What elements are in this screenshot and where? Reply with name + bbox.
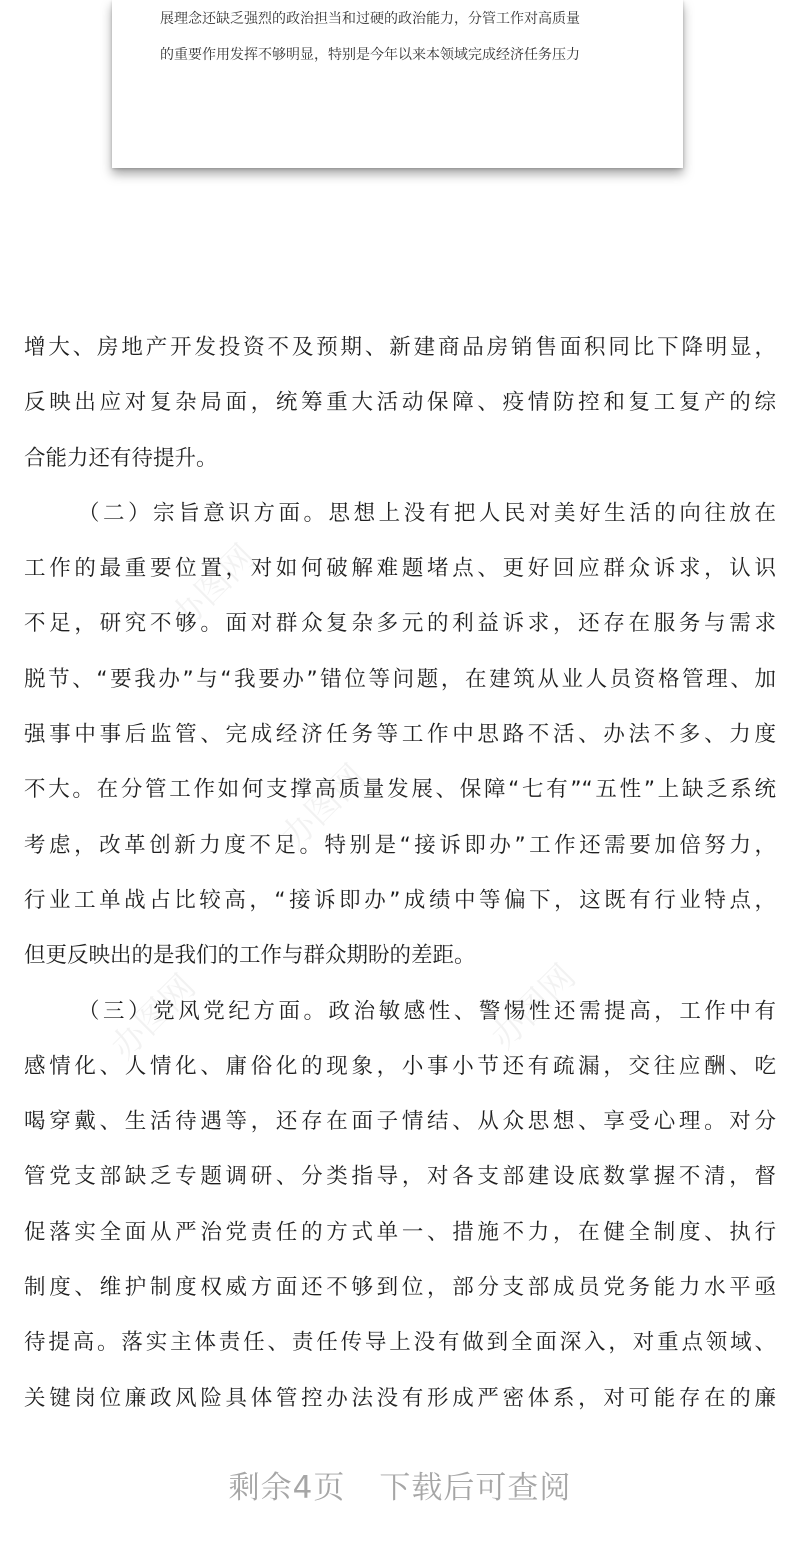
body-line: 工作的最重要位置，对如何破解难题堵点、更好回应群众诉求，认识 <box>24 556 776 582</box>
section-heading-line: （二）宗旨意识方面。思想上没有把人民对美好生活的向往放在 <box>78 500 776 526</box>
body-line: 感情化、人情化、庸俗化的现象，小事小节还有疏漏，交往应酬、吃 <box>24 1053 776 1079</box>
body-line: 关键岗位廉政风险具体管控办法没有形成严密体系，对可能存在的廉 <box>24 1385 776 1411</box>
download-prompt[interactable] <box>0 1462 800 1507</box>
body-line: 反映出应对复杂局面，统筹重大活动保障、疫情防控和复工复产的综 <box>24 390 776 416</box>
body-line: 管党支部缺乏专题调研、分类指导，对各支部建设底数掌握不清，督 <box>24 1164 776 1190</box>
section-heading-line: （三）党风党纪方面。政治敏感性、警惕性还需提高，工作中有 <box>78 998 776 1024</box>
preview-line: 的重要作用发挥不够明显，特别是今年以来本领域完成经济任务压力 <box>160 47 580 63</box>
body-line: 不大。在分管工作如何支撑高质量发展、保障“七有”“五性”上缺乏系统 <box>24 777 776 803</box>
preview-line: 展理念还缺乏强烈的政治担当和过硬的政治能力，分管工作对高质量 <box>160 11 580 27</box>
body-line: 增大、房地产开发投资不及预期、新建商品房销售面积同比下降明显， <box>24 335 776 360</box>
watermark: 办图网 <box>483 956 584 1058</box>
body-line: 强事中事后监管、完成经济任务等工作中思路不活、办法不多、力度 <box>24 722 776 748</box>
body-line: 合能力还有待提升。 <box>24 445 218 471</box>
watermark: 办图网 <box>163 536 264 638</box>
body-line: 但更反映出的是我们的工作与群众期盼的差距。 <box>24 943 476 969</box>
watermark: 办图网 <box>103 966 204 1068</box>
watermark: 办图网 <box>273 756 374 858</box>
preview-card <box>112 0 683 168</box>
body-line: 考虑，改革创新力度不足。特别是“接诉即办”工作还需要加倍努力， <box>24 832 776 858</box>
download-to-view-label[interactable]: 下载后可查阅 <box>379 1470 572 1506</box>
body-line: 促落实全面从严治党责任的方式单一、措施不力，在健全制度、执行 <box>24 1219 776 1245</box>
body-line: 制度、维护制度权威方面还不够到位，部分支部成员党务能力水平亟 <box>24 1275 776 1301</box>
body-line: 喝穿戴、生活待遇等，还存在面子情结、从众思想、享受心理。对分 <box>24 1109 776 1135</box>
remaining-pages-label: 剩余4页 <box>228 1470 346 1506</box>
body-line: 脱节、“要我办”与“我要办”错位等问题，在建筑从业人员资格管理、加 <box>24 666 776 692</box>
body-line: 不足，研究不够。面对群众复杂多元的利益诉求，还存在服务与需求 <box>24 611 776 637</box>
body-line: 行业工单战占比较高，“接诉即办”成绩中等偏下，这既有行业特点， <box>24 887 776 913</box>
body-line: 待提高。落实主体责任、责任传导上没有做到全面深入，对重点领域、 <box>24 1330 776 1356</box>
document-body <box>24 320 776 1426</box>
